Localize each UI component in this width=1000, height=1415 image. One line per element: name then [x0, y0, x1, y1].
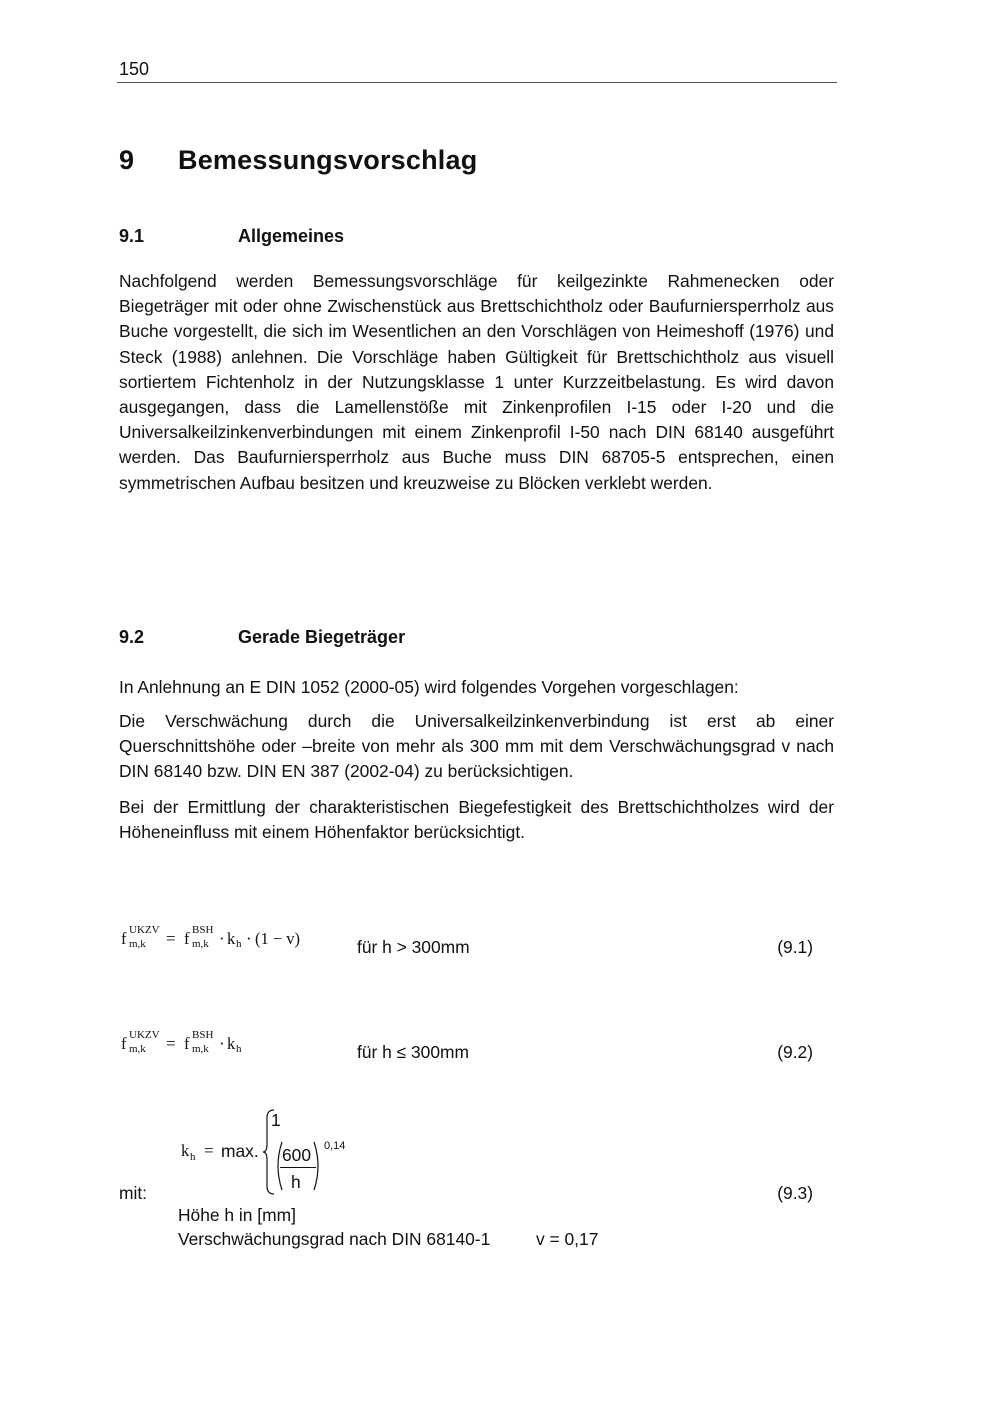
equation-9-2: f UKZV m,k = f BSH m,k · k h — [121, 1029, 242, 1055]
section-2-title: Gerade Biegeträger — [238, 627, 406, 647]
equation-9-3-number: (9.3) — [777, 1183, 813, 1203]
section-1-paragraph: Nachfolgend werden Bemessungsvorschläge für keilgezinkte Rahmenecken oder Biegeträger mit oder ohne Zwischenstück aus Brettschichtholz oder Baufurniersperrholz aus Buche vorgestellt, die sich im Wesentlichen an den Vorschlägen von Heimeshoff (1976) und Steck (1988) anlehnen. Die Vorschläge haben Gültigkeit für Brettschichtholz aus visuell sortiertem Fichtenholz in der Nutzungsklasse 1 unter Kurzzeitbelastung. Es wird davon ausgegangen, dass die Lamellenstöße mit Zinkenprofilen I-15 oder I-20 und die Universalkeilzinkenverbindungen mit einem Zinkenprofil I-50 nach DIN 68140 ausgeführt werden. Das Baufurniersperrholz aus Buche muss DIN 68705-5 entsprechen, einen symmetrischen Aufbau besitzen und kreuzweise zu Blöcken verklebt werden. — [119, 271, 834, 493]
right-paren-symbol — [312, 1140, 324, 1192]
section-2-paragraph-2: Die Verschwächung durch die Universalkeilzinkenverbindung ist erst ab einer Querschnittshöhe oder –breite von mehr als 300 mm mit dem Verschwächungsgrad v nach DIN 68140 bzw. DIN EN 387 (2002-04) zu berücksichtigen. — [119, 711, 834, 782]
equation-9-2-condition: für h ≤ 300mm — [357, 1042, 469, 1062]
equation-9-3: k h = max. 1 600 h 0,14 — [178, 1108, 378, 1198]
equation-9-2-number: (9.2) — [777, 1042, 813, 1062]
section-2-number: 9.2 — [119, 627, 145, 647]
section-1-title: Allgemeines — [238, 226, 345, 246]
legend-reduction-value: v = 0,17 — [536, 1229, 599, 1249]
legend-height-unit: Höhe h in [mm] — [178, 1205, 296, 1225]
equation-9-1-condition: für h > 300mm — [357, 937, 470, 957]
page-number: 150 — [119, 59, 150, 79]
equation-9-1-number: (9.1) — [777, 937, 813, 957]
mit-label: mit: — [119, 1183, 148, 1203]
section-1-number: 9.1 — [119, 226, 145, 246]
equation-9-1: f UKZV m,k = f BSH m,k · k h · (1 − v) — [121, 924, 301, 950]
section-2-paragraph-1: In Anlehnung an E DIN 1052 (2000-05) wird folgendes Vorgehen vorgeschlagen: — [119, 677, 739, 697]
chapter-number: 9 — [119, 145, 135, 175]
chapter-title: Bemessungsvorschlag — [178, 145, 478, 175]
fraction-bar — [280, 1167, 316, 1168]
header-rule — [117, 82, 837, 83]
legend-reduction-label: Verschwächungsgrad nach DIN 68140-1 — [178, 1229, 491, 1249]
section-2-paragraph-3: Bei der Ermittlung der charakteristischen Biegefestigkeit des Brettschichtholzes wird der Höheneinfluss mit einem Höhenfaktor berücksichtigt. — [119, 797, 834, 843]
